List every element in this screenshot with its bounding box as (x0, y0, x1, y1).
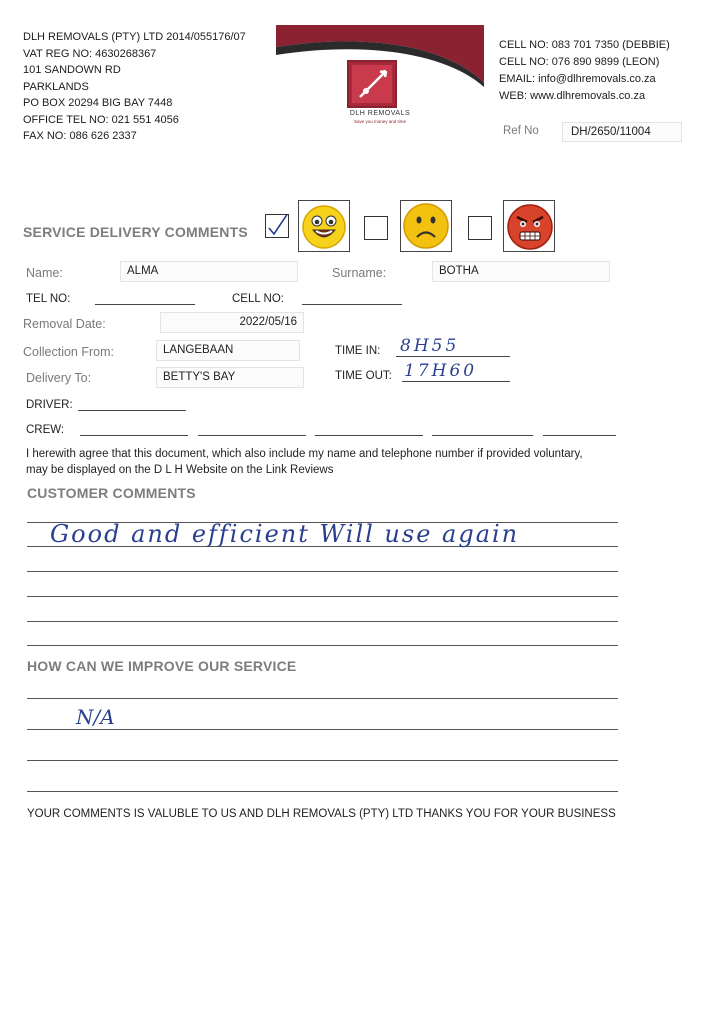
company-details (23, 29, 263, 145)
collection-label: Collection From: (23, 345, 114, 359)
crew-field-4[interactable] (432, 421, 533, 436)
improve-line-1 (27, 698, 618, 699)
name-field[interactable]: ALMA (120, 261, 298, 282)
company-line: PARKLANDS (23, 80, 89, 93)
contact-line: CELL NO: 083 701 7350 (DEBBIE) (499, 39, 670, 51)
company-line: PO BOX 20294 BIG BAY 7448 (23, 97, 173, 109)
removal-date-label: Removal Date: (23, 317, 106, 331)
customer-comments-title: CUSTOMER COMMENTS (27, 485, 196, 501)
surname-label: Surname: (332, 266, 387, 280)
check-mark-icon (266, 215, 288, 237)
angry-checkbox[interactable] (468, 216, 492, 240)
driver-field[interactable] (78, 396, 186, 411)
improve-line-3 (27, 760, 618, 761)
time-out-handwriting: 17H60 (404, 361, 478, 381)
contact-line: CELL NO: 076 890 9899 (LEON) (499, 56, 660, 68)
contact-details (499, 37, 719, 105)
company-line: VAT REG NO: 4630268367 (23, 47, 157, 60)
service-title: SERVICE DELIVERY COMMENTS (23, 224, 248, 240)
cell-field[interactable] (302, 290, 402, 305)
comment-line-6 (27, 645, 618, 646)
delivery-field[interactable]: BETTY'S BAY (156, 367, 304, 388)
happy-checkbox[interactable] (265, 214, 289, 238)
crew-field-3[interactable] (315, 421, 423, 436)
ref-value: DH/2650/11004 (562, 122, 682, 142)
improve-line-2 (27, 729, 618, 730)
logo-swoosh-graphic (276, 25, 484, 143)
sad-face-icon (400, 200, 452, 257)
footer-thanks: YOUR COMMENTS IS VALUBLE TO US AND DLH REMOVALS (PTY) LTD THANKS YOU FOR YOUR BUSINESS (27, 808, 616, 820)
improve-title: HOW CAN WE IMPROVE OUR SERVICE (27, 658, 297, 674)
improve-line-4 (27, 791, 618, 792)
driver-label: DRIVER: (26, 399, 73, 411)
comment-line-3 (27, 571, 618, 572)
tel-field[interactable] (95, 290, 195, 305)
crew-label: CREW: (26, 424, 65, 436)
crew-field-5[interactable] (543, 421, 616, 436)
company-line: FAX NO: 086 626 2337 (23, 130, 137, 142)
contact-line: WEB: www.dlhremovals.co.za (499, 90, 646, 102)
tel-label: TEL NO: (26, 293, 71, 305)
logo-tagline: Save you money and time (353, 119, 407, 124)
delivery-label: Delivery To: (26, 371, 92, 385)
company-line: OFFICE TEL NO: 021 551 4056 (23, 113, 179, 126)
name-label: Name: (26, 266, 63, 280)
contact-line: EMAIL: info@dlhremovals.co.za (499, 73, 656, 85)
comment-line-5 (27, 621, 618, 622)
collection-field[interactable]: LANGEBAAN (156, 340, 300, 361)
company-line: DLH REMOVALS (PTY) LTD 2014/055176/07 (23, 31, 246, 43)
ref-label: Ref No (503, 125, 539, 137)
time-in-field[interactable] (396, 338, 510, 357)
cell-label: CELL NO: (232, 293, 284, 305)
surname-field[interactable]: BOTHA (432, 261, 610, 282)
logo-name: DLH REMOVALS (349, 110, 411, 117)
improve-handwriting[interactable]: N/A (76, 705, 115, 729)
consent-text (26, 447, 696, 478)
consent-line-1: I herewith agree that this document, which also include my name and telephone number if provided voluntary, (26, 448, 583, 460)
time-out-label: TIME OUT: (335, 370, 392, 382)
crew-field-2[interactable] (198, 421, 306, 436)
angry-face-icon (503, 200, 555, 257)
neutral-checkbox[interactable] (364, 216, 388, 240)
consent-line-2: may be displayed on the D L H Website on the Link Reviews (26, 463, 334, 476)
comment-line-4 (27, 596, 618, 597)
company-line: 101 SANDOWN RD (23, 64, 121, 76)
customer-comment-handwriting[interactable]: Good and efficient Will use again (50, 520, 520, 548)
company-logo (276, 25, 484, 143)
happy-face-icon (298, 200, 350, 257)
time-out-field[interactable] (402, 363, 510, 382)
removal-date-field[interactable]: 2022/05/16 (160, 312, 304, 333)
time-in-label: TIME IN: (335, 345, 381, 357)
crew-field-1[interactable] (80, 421, 188, 436)
time-in-handwriting: 8H55 (400, 336, 460, 356)
